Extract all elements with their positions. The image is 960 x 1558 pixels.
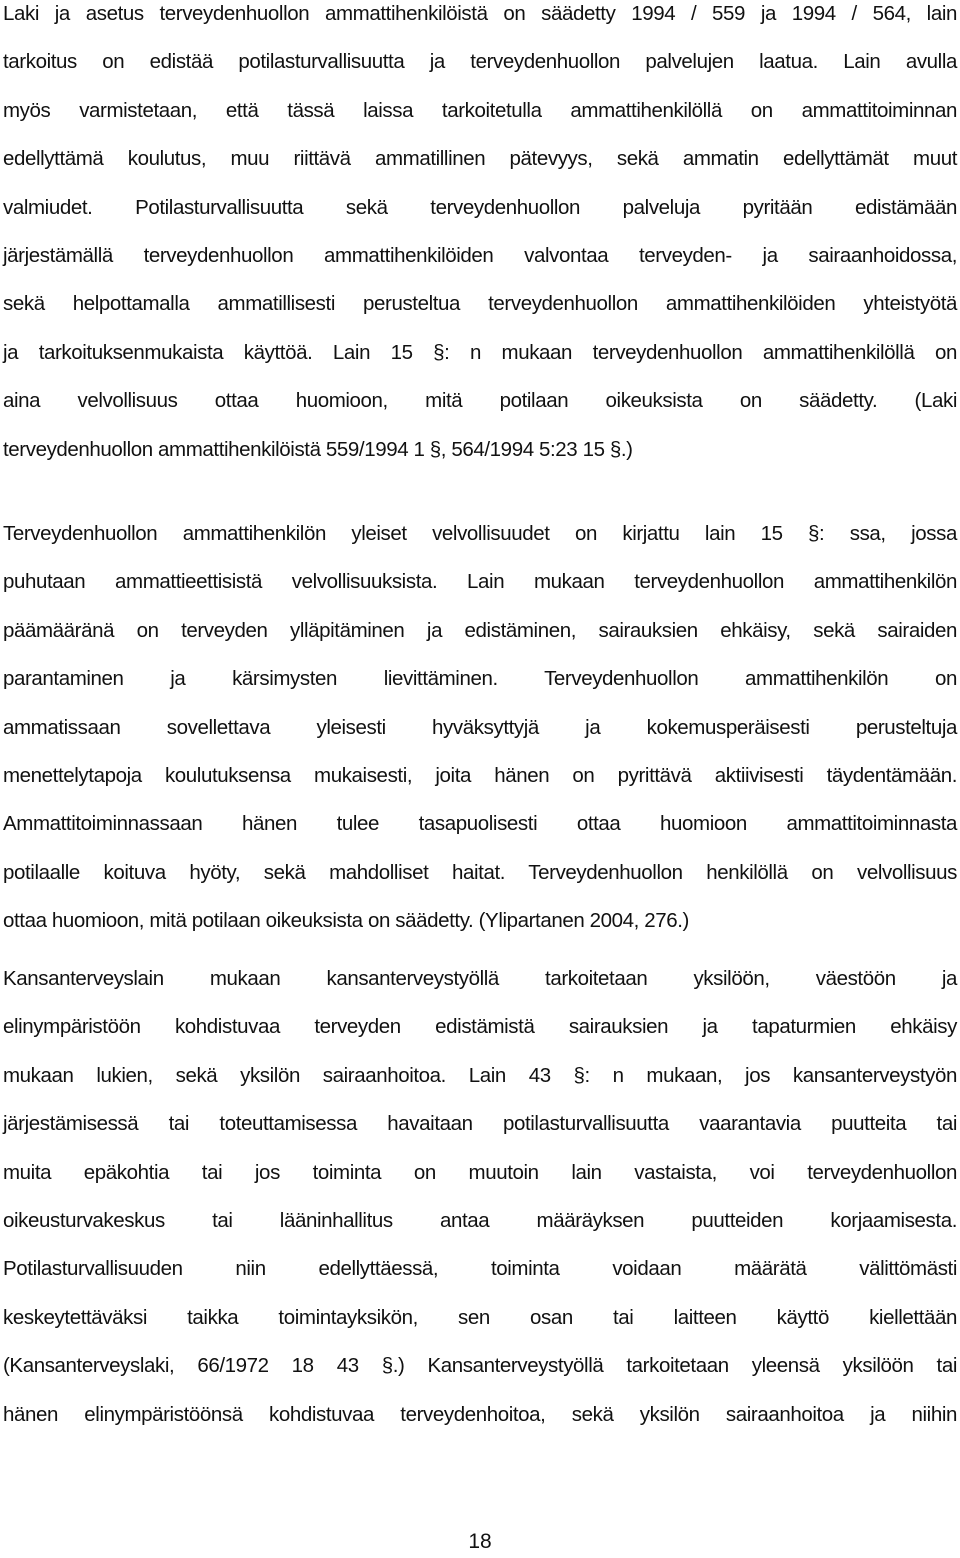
text-line: terveydenhuollon ammattihenkilöistä 559/1994 1 §, 564/1994 5:23 15 §.) — [3, 437, 633, 461]
page-number: 18 — [468, 1530, 492, 1553]
text-line: valmiudet. Potilasturvallisuutta sekä terveydenhuollon palveluja pyritään edistämään — [3, 195, 957, 219]
text-line: puhutaan ammattieettisistä velvollisuuksista. Lain mukaan terveydenhuollon ammattihenkilön — [3, 570, 957, 594]
text-line: elinympäristöön kohdistuvaa terveyden edistämistä sairauksien ja tapaturmien ehkäisy — [3, 1015, 957, 1039]
text-line: mukaan lukien, sekä yksilön sairaanhoitoa. Lain 43 §: n mukaan, jos kansanterveystyön — [3, 1063, 957, 1087]
text-line: edellyttämä koulutus, muu riittävä ammatillinen pätevyys, sekä ammatin edellyttämät muut — [3, 147, 957, 171]
paragraph-1 — [3, 0, 957, 484]
text-line: (Kansanterveyslaki, 66/1972 18 43 §.) Kansanterveystyöllä tarkoitetaan yleensä yksilöön tai — [3, 1354, 957, 1378]
paragraph-2 — [3, 520, 957, 956]
text-line: Terveydenhuollon ammattihenkilön yleiset velvollisuudet on kirjattu lain 15 §: ssa, jossa — [3, 522, 957, 545]
text-line: hänen elinympäristöönsä kohdistuvaa terveydenhoitoa, sekä yksilön sairaanhoitoa ja niihin — [3, 1402, 957, 1426]
text-line: muita epäkohtia tai jos toiminta on muutoin lain vastaista, voi terveydenhuollon — [3, 1160, 957, 1184]
text-line: menettelytapoja koulutuksensa mukaisesti, joita hänen on pyrittävä aktiivisesti täydentämään. — [3, 763, 957, 787]
text-line: keskeytettäväksi taikka toimintayksikön, sen osan tai laitteen käyttö kiellettään — [3, 1305, 957, 1329]
text-line: parantaminen ja kärsimysten lievittäminen. Terveydenhuollon ammattihenkilön on — [3, 667, 957, 691]
text-line: Laki ja asetus terveydenhuollon ammattihenkilöistä on säädetty 1994 / 559 ja 1994 / 564, lain — [3, 2, 957, 25]
text-line: järjestämisessä tai toteuttamisessa havaitaan potilasturvallisuutta vaarantavia puutteita tai — [3, 1112, 957, 1136]
text-line: aina velvollisuus ottaa huomioon, mitä potilaan oikeuksista on säädetty. (Laki — [3, 389, 957, 413]
text-line: tarkoitus on edistää potilasturvallisuutta ja terveydenhuollon palvelujen laatua. Lain avulla — [3, 50, 957, 74]
text-line: ammatissaan sovellettava yleisesti hyväksyttyjä ja kokemusperäisesti perusteltuja — [3, 715, 957, 739]
text-line: järjestämällä terveydenhuollon ammattihenkilöiden valvontaa terveyden- ja sairaanhoidossa, — [3, 243, 957, 267]
text-line: Kansanterveyslain mukaan kansanterveystyöllä tarkoitetaan yksilöön, väestöön ja — [3, 967, 957, 990]
text-line: sekä helpottamalla ammatillisesti perusteltua terveydenhuollon ammattihenkilöiden yhteistyötä — [3, 292, 957, 316]
text-line: Potilasturvallisuuden niin edellyttäessä, toiminta voidaan määrätä välittömästi — [3, 1257, 957, 1281]
text-line: Ammattitoiminnassaan hänen tulee tasapuolisesti ottaa huomioon ammattitoiminnasta — [3, 812, 957, 836]
text-line: päämääränä on terveyden ylläpitäminen ja edistäminen, sairauksien ehkäisy, sekä sairaiden — [3, 618, 957, 642]
text-line: oikeusturvakeskus tai lääninhallitus antaa määräyksen puutteiden korjaamisesta. — [3, 1208, 957, 1232]
text-line: potilaalle koituva hyöty, sekä mahdolliset haitat. Terveydenhuollon henkilöllä on velvollisuus — [3, 860, 957, 884]
text-line: ja tarkoituksenmukaista käyttöä. Lain 15 §: n mukaan terveydenhuollon ammattihenkilöllä on — [3, 340, 957, 364]
text-line: ottaa huomioon, mitä potilaan oikeuksista on säädetty. (Ylipartanen 2004, 276.) — [3, 909, 689, 933]
paragraph-3 — [3, 965, 957, 1449]
text-line: myös varmistetaan, että tässä laissa tarkoitetulla ammattihenkilöllä on ammattitoiminnan — [3, 98, 957, 122]
